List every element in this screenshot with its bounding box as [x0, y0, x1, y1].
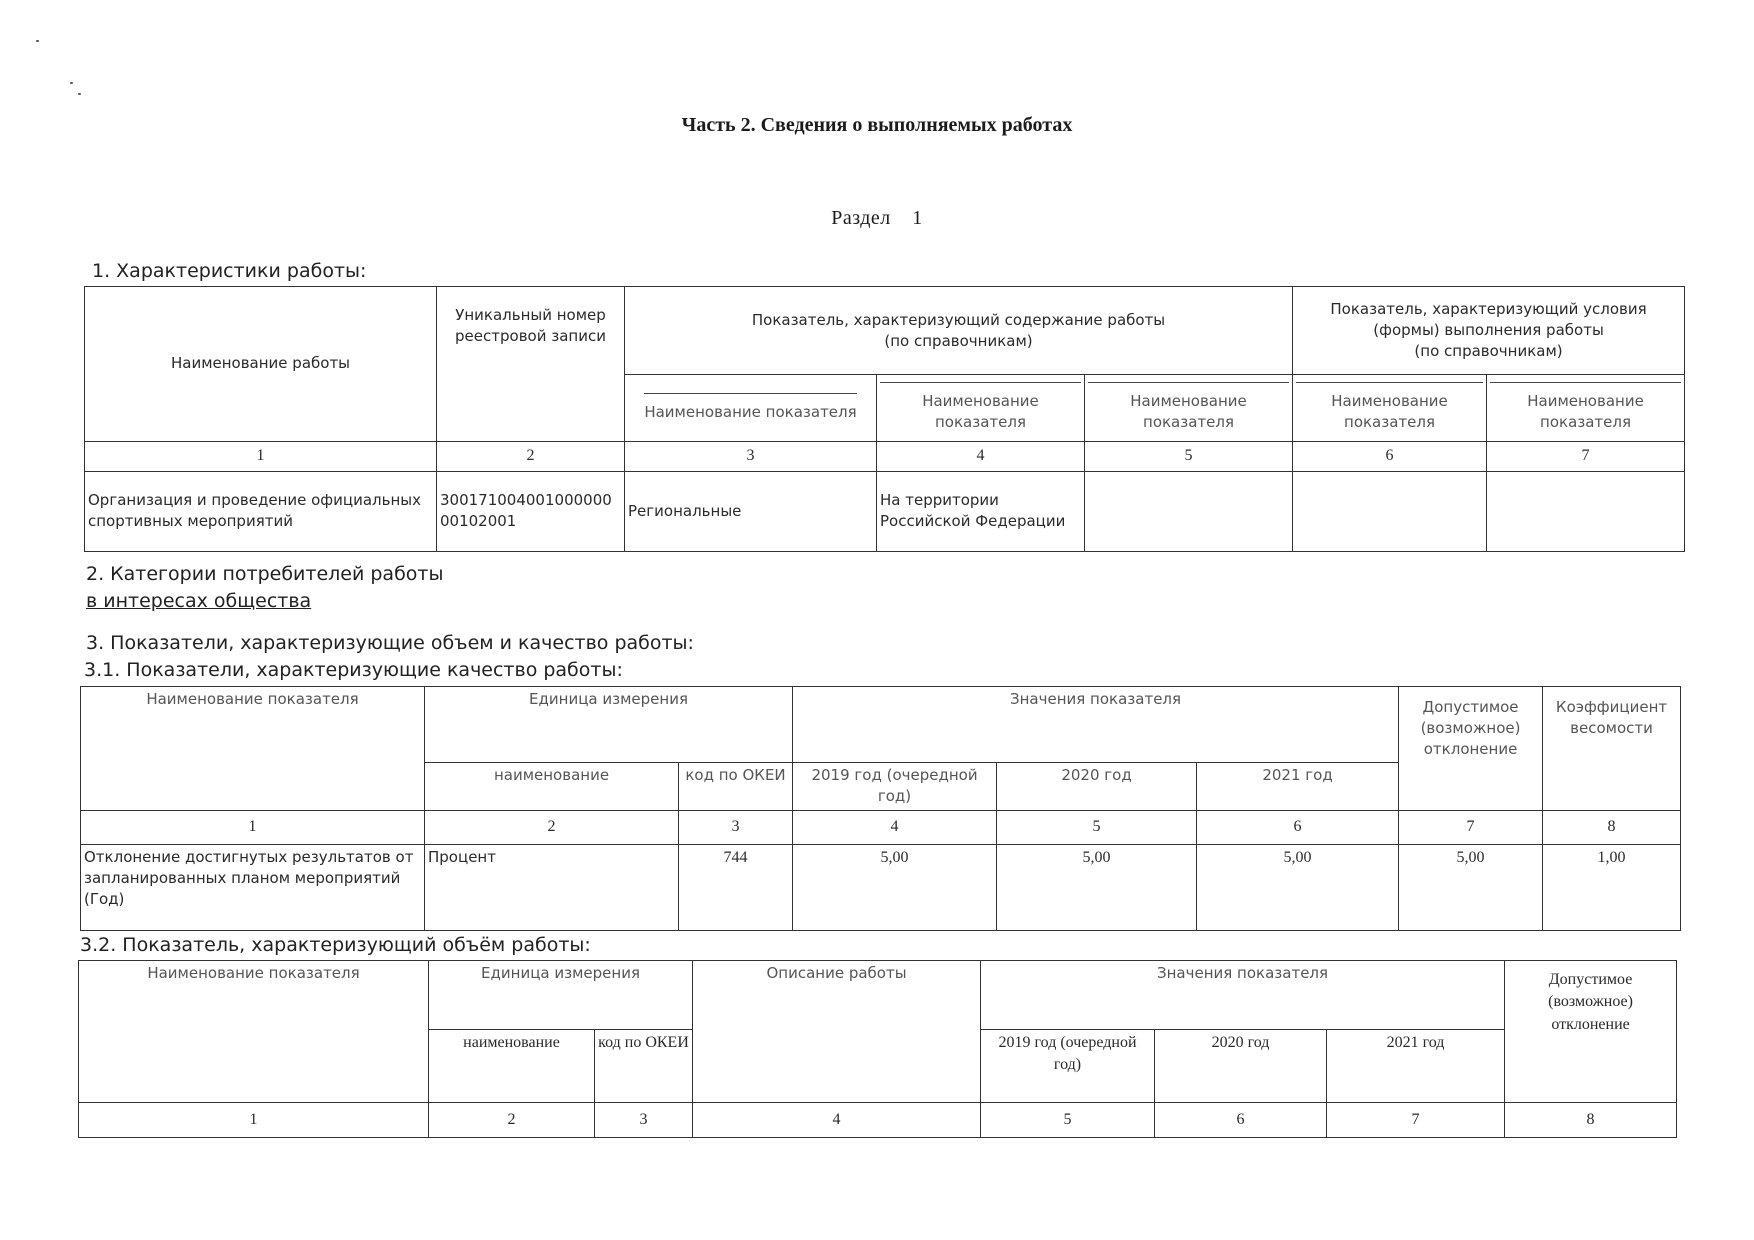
col-number: 7 [1399, 811, 1543, 845]
header-content-indicator-ref: (по справочникам) [884, 331, 1033, 350]
header-2021: 2021 год [1327, 1029, 1505, 1102]
header-deviation: Допустимое (возможное) отклонение [1505, 961, 1677, 1103]
indicator-name-7: Наименование показателя [1490, 382, 1681, 433]
indicator-name-4: Наименование показателя [880, 382, 1081, 433]
header-deviation: Допустимое (возможное) отклонение [1399, 687, 1543, 811]
indicator-name-6: Наименование показателя [1296, 382, 1483, 433]
col-number: 5 [981, 1102, 1155, 1137]
header-conditions-indicator [1293, 287, 1685, 375]
s3-2-heading: 3.2. Показатель, характеризующий объём работы: [80, 934, 591, 956]
header-conditions-indicator-text: Показатель, характеризующий условия (формы) выполнения работы [1330, 300, 1647, 340]
quality-indicators-table [80, 686, 1681, 931]
col-number: 5 [1085, 441, 1293, 471]
col-number: 2 [429, 1102, 595, 1137]
header-okei: код по ОКЕИ [595, 1029, 693, 1102]
work-name-cell: Организация и проведение официальных спортивных мероприятий [85, 471, 437, 551]
indicator-name-5: Наименование показателя [1088, 382, 1289, 433]
work-characteristics-table [84, 286, 1685, 552]
col-number: 1 [81, 811, 425, 845]
s2-heading: 2. Категории потребителей работы [86, 563, 444, 585]
indicator-3-cell: Региональные [625, 471, 877, 551]
header-2019: 2019 год (очередной год) [793, 763, 997, 811]
s1-heading: 1. Характеристики работы: [92, 260, 367, 282]
col-number: 6 [1197, 811, 1399, 845]
col-number: 3 [679, 811, 793, 845]
s3-heading: 3. Показатели, характеризующие объем и качество работы: [86, 632, 694, 654]
col-number: 6 [1293, 441, 1487, 471]
indicator-name-cell: Отклонение достигнутых результатов от запланированных планом мероприятий (Год) [81, 845, 425, 931]
col-number: 2 [425, 811, 679, 845]
value-2020-cell: 5,00 [997, 845, 1197, 931]
indicator-6-cell [1293, 471, 1487, 551]
header-okei: код по ОКЕИ [679, 763, 793, 811]
column-numbers-row [81, 811, 1681, 845]
header-content-indicator [625, 287, 1293, 375]
indicator-5-cell [1085, 471, 1293, 551]
okei-cell: 744 [679, 845, 793, 931]
column-numbers-row [85, 441, 1685, 471]
header-2021: 2021 год [1197, 763, 1399, 811]
indicator-7-cell [1487, 471, 1685, 551]
header-2020: 2020 год [1155, 1029, 1327, 1102]
header-indicator-name: Наименование показателя [81, 687, 425, 811]
header-values: Значения показателя [793, 687, 1399, 763]
header-unit-name: наименование [425, 763, 679, 811]
header-conditions-indicator-ref: (по справочникам) [1414, 342, 1563, 361]
unit-name-cell: Процент [425, 845, 679, 931]
header-description: Описание работы [693, 961, 981, 1103]
scan-speck [78, 93, 81, 95]
s3-1-heading: 3.1. Показатели, характеризующие качество работы: [84, 659, 623, 681]
value-2021-cell: 5,00 [1197, 845, 1399, 931]
section-heading [0, 207, 1754, 230]
col-number: 4 [877, 441, 1085, 471]
col-number: 1 [79, 1102, 429, 1137]
header-registry-number: Уникальный номер реестровой записи [437, 287, 625, 442]
col-number: 4 [693, 1102, 981, 1137]
section-label: Раздел [831, 207, 891, 229]
header-2019: 2019 год (очередной год) [981, 1029, 1155, 1102]
header-values: Значения показателя [981, 961, 1505, 1030]
value-2019-cell: 5,00 [793, 845, 997, 931]
scan-speck [70, 82, 73, 84]
col-number: 5 [997, 811, 1197, 845]
header-weight: Коэффициент весомости [1543, 687, 1681, 811]
col-number: 8 [1505, 1102, 1677, 1137]
col-number: 3 [595, 1102, 693, 1137]
col-number: 7 [1487, 441, 1685, 471]
section-number: 1 [912, 207, 923, 229]
col-number: 8 [1543, 811, 1681, 845]
table-row [85, 471, 1685, 551]
col-number: 2 [437, 441, 625, 471]
volume-indicators-table [78, 960, 1677, 1138]
indicator-4-cell: На территории Российской Федерации [877, 471, 1085, 551]
col-number: 1 [85, 441, 437, 471]
col-number: 3 [625, 441, 877, 471]
scan-speck [36, 40, 39, 42]
header-content-indicator-text: Показатель, характеризующий содержание работы [751, 310, 1166, 329]
indicator-name-3: Наименование показателя [644, 393, 856, 423]
col-number: 4 [793, 811, 997, 845]
header-unit-name: наименование [429, 1029, 595, 1102]
deviation-cell: 5,00 [1399, 845, 1543, 931]
col-number: 6 [1155, 1102, 1327, 1137]
table-row [81, 845, 1681, 931]
header-work-name: Наименование работы [85, 287, 437, 442]
column-numbers-row [79, 1102, 1677, 1137]
registry-number-cell: 30017100400100000000102001 [437, 471, 625, 551]
header-indicator-name: Наименование показателя [79, 961, 429, 1103]
weight-cell: 1,00 [1543, 845, 1681, 931]
consumer-category: в интересах общества [86, 590, 312, 612]
header-unit: Единица измерения [429, 961, 693, 1030]
page-title: Часть 2. Сведения о выполняемых работах [681, 114, 1073, 136]
col-number: 7 [1327, 1102, 1505, 1137]
header-2020: 2020 год [997, 763, 1197, 811]
header-unit: Единица измерения [425, 687, 793, 763]
